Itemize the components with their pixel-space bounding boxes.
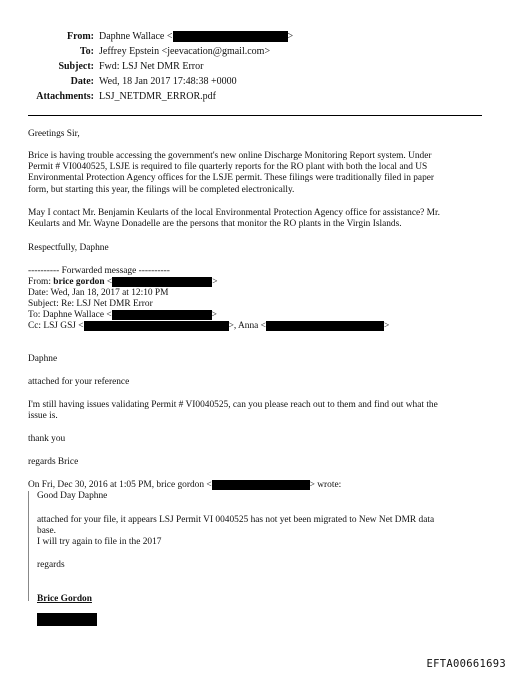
signoff: Respectfully, Daphne [28,243,109,253]
forwarded-from-name: brice gordon [53,277,105,288]
forwarded-cc: Cc: LSJ GSJ < >, Anna < > [28,321,390,332]
quoted-regards: regards [37,560,65,570]
quote-bar [28,491,29,601]
from-tail: > [287,31,294,42]
redaction-block [173,31,288,42]
date-value: Wed, 18 Jan 2017 17:48:38 +0000 [99,76,237,87]
date-label: Date: [70,76,94,87]
attachments-label: Attachments: [36,91,94,102]
subject-label: Subject: [58,61,94,72]
redaction-block [84,321,229,331]
forwarded-divider: ---------- Forwarded message ---------- [28,266,170,276]
to-value: Jeffrey Epstein <jeevacation@gmail.com> [99,46,271,57]
reply-salutation: Daphne [28,354,58,364]
reply-line-2a: I'm still having issues validating Permit # VI0040525, can you please reach out to them and find out what the [28,400,438,410]
redaction-block [266,321,384,331]
header-divider [28,115,482,116]
redaction-block [212,480,310,490]
redaction-block [112,310,212,320]
attachments-value[interactable]: LSJ_NETDMR_ERROR.pdf [99,91,216,102]
reply-regards: regards Brice [28,457,79,467]
quoted-line-1: attached for your file, it appears LSJ Permit VI 0040525 has not yet been migrated to New Net DMR data [37,515,435,525]
subject-value: Fwd: LSJ Net DMR Error [99,61,204,72]
redaction-block [112,277,212,287]
redaction-block [37,613,97,626]
quoted-greeting: Good Day Daphne [37,491,108,501]
paragraph-2: May I contact Mr. Benjamin Keularts of the local Environmental Protection Agency office for assistance? Mr. Keularts and Mr. Wayne Donadelle are the persons that monitor the RO plants in the Virgin Islands. [28,208,440,230]
greeting: Greetings Sir, [28,129,80,139]
to-label: To: [79,46,94,57]
bates-number: EFTA00661693 [426,658,506,670]
reply-thanks: thank you [28,434,66,444]
reply-line-1: attached for your reference [28,377,130,387]
quoted-line-3: I will try again to file in the 2017 [37,537,162,547]
quoted-signature: Brice Gordon [37,594,92,604]
paragraph-1: Brice is having trouble accessing the government's new online Discharge Monitoring Report system. Under Permit # VI0040525, LSJE is required to file quarterly reports for the RO plant with both the local and US Environmental Protection Agency offices for the LSJE permit. These filings were traditionally filed in paper form, but starting this year, the filings will be completed electronically. [28,151,435,195]
quoted-line-2: base. [37,526,57,536]
from-label: From: [66,31,94,42]
from-value: Daphne Wallace < [99,31,173,42]
reply-line-2b: issue is. [28,411,58,421]
forwarded-from: From: brice gordon < > [28,277,218,288]
quoted-header: On Fri, Dec 30, 2016 at 1:05 PM, brice gordon < > wrote: [28,480,342,491]
forwarded-to: To: Daphne Wallace < > [28,310,217,321]
forwarded-date: Date: Wed, Jan 18, 2017 at 12:10 PM [28,288,169,298]
forwarded-subject: Subject: Re: LSJ Net DMR Error [28,299,153,309]
